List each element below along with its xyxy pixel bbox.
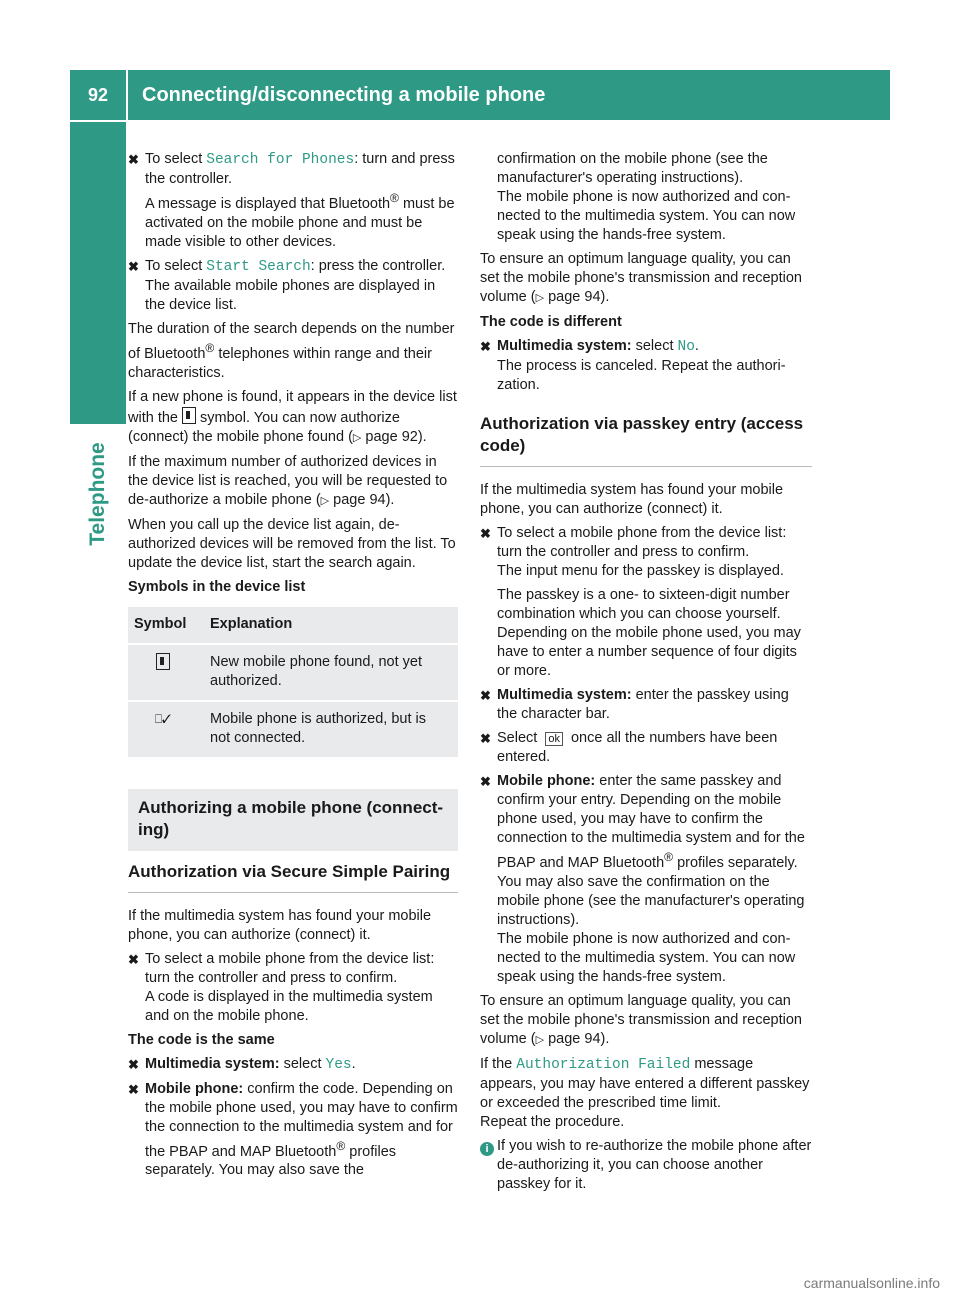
text: . bbox=[694, 338, 699, 354]
info-note bbox=[480, 1137, 812, 1194]
ok-icon: ok bbox=[545, 732, 563, 746]
text: The mobile phone is now authorized and connected to the multimedia system. You can now speak using the hands-free system. bbox=[497, 930, 796, 985]
table-cell-explanation: New mobile phone found, not yet authorized. bbox=[200, 645, 458, 700]
text: To select bbox=[145, 151, 207, 167]
text: Select bbox=[497, 730, 542, 746]
step-arrow-icon: ✖ bbox=[128, 1081, 139, 1097]
registered-mark: ® bbox=[664, 850, 674, 864]
symbols-table bbox=[128, 605, 458, 759]
step-select-no bbox=[480, 337, 812, 395]
text: To select a mobile phone from the device list: turn the controller and press to confirm. bbox=[497, 525, 787, 560]
table-header-symbol: Symbol bbox=[128, 607, 200, 643]
text: select bbox=[279, 1055, 326, 1072]
text: message appears, you may have entered a different passkey or exceeded the prescribed time limit. bbox=[480, 1055, 810, 1111]
text: The duration of the search depends on the number of Bluetooth bbox=[128, 320, 455, 362]
text: : turn and press the controller. bbox=[145, 151, 455, 187]
text: must be activated on the mobile phone and must be made visible to other devices. bbox=[145, 195, 455, 250]
header-divider bbox=[126, 70, 128, 120]
table-cell-symbol bbox=[128, 702, 200, 757]
label: Multimedia system: bbox=[497, 338, 632, 354]
text: Repeat the procedure. bbox=[480, 1113, 625, 1130]
step-arrow-icon: ✖ bbox=[128, 152, 139, 167]
text: To ensure an optimum language quality, you can set the mobile phone's transmission and reception volume ( bbox=[480, 992, 802, 1047]
text: : press the controller. bbox=[310, 257, 446, 274]
step-enter-passkey bbox=[480, 686, 812, 724]
registered-mark: ® bbox=[205, 340, 215, 355]
menu-item-yes: Yes bbox=[325, 1056, 352, 1073]
text: once all the numbers have been entered. bbox=[497, 730, 778, 765]
step-arrow-icon: ✖ bbox=[128, 258, 139, 274]
paragraph-language-quality-2 bbox=[480, 992, 812, 1050]
paragraph-max-devices bbox=[128, 453, 458, 511]
text: If the bbox=[480, 1055, 517, 1072]
table-cell-explanation: Mobile phone is authorized, but is not connected. bbox=[200, 702, 458, 757]
step-select-yes bbox=[128, 1055, 458, 1075]
step-select-phone-passkey bbox=[480, 524, 812, 681]
table-header-row bbox=[128, 607, 458, 643]
page-ref: page 94). bbox=[544, 289, 610, 305]
info-icon: i bbox=[480, 1142, 494, 1156]
registered-mark: ® bbox=[336, 1138, 346, 1153]
text: The available mobile phones are displayed in the device list. bbox=[145, 277, 436, 313]
table-header-explanation: Explanation bbox=[200, 607, 458, 643]
page-ref-arrow-icon: ▷ bbox=[320, 494, 330, 507]
subsection-heading-ssp: Authorization via Secure Simple Pairing bbox=[128, 861, 458, 893]
label: Mobile phone: bbox=[145, 1080, 244, 1097]
page-ref: page 92). bbox=[361, 428, 427, 445]
step-arrow-icon: ✖ bbox=[480, 526, 491, 541]
section-title: Authorizing a mobile phone (connecting) bbox=[128, 789, 458, 851]
text: A message is displayed that Bluetooth bbox=[145, 195, 391, 212]
paragraph-new-phone bbox=[128, 388, 458, 448]
page-title: Connecting/disconnecting a mobile phone bbox=[142, 84, 546, 106]
message-authorization-failed: Authorization Failed bbox=[516, 1056, 691, 1073]
symbols-heading: Symbols in the device list bbox=[128, 578, 306, 595]
registered-mark: ® bbox=[390, 191, 399, 205]
info-icon-wrap bbox=[480, 1138, 498, 1157]
text: If a new phone is found, it appears in the device list with the bbox=[128, 388, 457, 426]
step-arrow-icon: ✖ bbox=[480, 774, 491, 789]
code-same-heading: The code is the same bbox=[128, 1031, 275, 1048]
step-start-search bbox=[128, 257, 458, 315]
text: To ensure an optimum language quality, you can set the mobile phone's transmission and reception volume ( bbox=[480, 251, 802, 305]
step-arrow-icon: ✖ bbox=[480, 731, 491, 746]
paragraph-ssp-intro: If the multimedia system has found your mobile phone, you can authorize (connect) it. bbox=[128, 907, 432, 943]
page-ref: page 94). bbox=[544, 1030, 610, 1047]
authorized-phone-icon: ⎕✓ bbox=[154, 711, 172, 726]
text: If the maximum number of authorized devices in the device list is reached, you will be requested to de-authorize a mobile phone ( bbox=[128, 453, 448, 508]
menu-item-no: No bbox=[677, 339, 695, 355]
menu-item-start-search: Start Search bbox=[206, 258, 311, 275]
page-ref-arrow-icon: ▷ bbox=[535, 292, 545, 304]
step-select-ok bbox=[480, 729, 812, 767]
side-tab-bar bbox=[70, 122, 126, 424]
paragraph-passkey-intro: If the multimedia system has found your mobile phone, you can authorize (connect) it. bbox=[480, 482, 784, 517]
text: confirmation on the mobile phone (see the manufacturer's operating instructions). bbox=[497, 151, 768, 186]
page-ref-arrow-icon: ▷ bbox=[352, 431, 362, 444]
step-arrow-icon: ✖ bbox=[128, 1056, 139, 1072]
table-row bbox=[128, 645, 458, 700]
text: enter the passkey using the character bar. bbox=[497, 687, 789, 722]
subsection-heading-passkey: Authorization via passkey entry (access code) bbox=[480, 413, 812, 467]
text: To select bbox=[145, 257, 207, 274]
text: telephones within range and their characteristics. bbox=[128, 345, 432, 381]
step-arrow-icon: ✖ bbox=[480, 688, 491, 703]
step-arrow-icon: ✖ bbox=[480, 339, 491, 354]
label: Mobile phone: bbox=[497, 773, 596, 789]
side-tab-label bbox=[70, 424, 126, 564]
passkey-description: The passkey is a one- to sixteen-digit number combination which you can choose yourself. Depending on the mobile phone used, you may have to enter a number sequence of four digits or more. bbox=[497, 587, 801, 679]
text: A code is displayed in the multimedia system and on the mobile phone. bbox=[145, 988, 433, 1024]
page-ref: page 94). bbox=[329, 491, 395, 508]
page-ref-arrow-icon: ▷ bbox=[535, 1033, 545, 1046]
paragraph-auth-failed bbox=[480, 1055, 812, 1132]
text: select bbox=[631, 338, 678, 354]
continued-step bbox=[480, 150, 812, 245]
left-column bbox=[128, 150, 458, 1185]
side-tab-text: Telephone bbox=[86, 442, 109, 546]
text: The process is canceled. Repeat the authorization. bbox=[497, 358, 786, 393]
text: The mobile phone is now authorized and connected to the multimedia system. You can now speak using the hands-free system. bbox=[497, 189, 796, 243]
text: profiles separately. You may also save the bbox=[145, 1143, 397, 1179]
text: confirm the code. Depending on the mobile phone used, you may have to confirm the connection to the multimedia system and for the PBAP and MAP Bluetooth bbox=[145, 1080, 458, 1160]
mobile-phone-icon bbox=[156, 653, 170, 670]
step-confirm-code bbox=[128, 1080, 458, 1181]
text: To select a mobile phone from the device list: turn the controller and press to confirm. bbox=[145, 950, 435, 986]
text: symbol. You can now authorize (connect) the mobile phone found ( bbox=[128, 409, 400, 445]
menu-item-search-for-phones: Search for Phones bbox=[206, 152, 355, 168]
paragraph-search-duration bbox=[128, 320, 458, 383]
right-column bbox=[480, 150, 812, 1199]
paragraph-language-quality bbox=[480, 250, 812, 308]
text: . bbox=[351, 1055, 356, 1072]
table-cell-symbol bbox=[128, 645, 200, 700]
code-different-heading: The code is different bbox=[480, 314, 622, 330]
text: profiles separately. You may also save the confirmation on the mobile phone (see the manufacturer's operating instructions). bbox=[497, 854, 805, 928]
label: Multimedia system: bbox=[497, 687, 632, 703]
label: Multimedia system: bbox=[145, 1055, 280, 1072]
step-mobile-passkey bbox=[480, 772, 812, 987]
step-arrow-icon: ✖ bbox=[128, 951, 139, 967]
step-select-phone bbox=[128, 950, 458, 1026]
text: If you wish to re-authorize the mobile phone after de-authorizing it, you can choose another passkey for it. bbox=[497, 1137, 812, 1192]
table-row bbox=[128, 702, 458, 757]
mobile-phone-icon bbox=[182, 407, 196, 424]
page-number: 92 bbox=[87, 85, 109, 105]
text: enter the same passkey and confirm your entry. Depending on the mobile phone used, you may have to confirm the connection to the multimedia system and for the PBAP and MAP Bluetooth bbox=[497, 773, 805, 871]
watermark: carmanualsonline.info bbox=[803, 1275, 940, 1291]
paragraph-device-list: When you call up the device list again, de-authorized devices will be removed from the list. To update the device list, start the search again. bbox=[128, 516, 456, 571]
step-search-phones bbox=[128, 150, 458, 252]
text: The input menu for the passkey is displayed. bbox=[497, 563, 784, 579]
